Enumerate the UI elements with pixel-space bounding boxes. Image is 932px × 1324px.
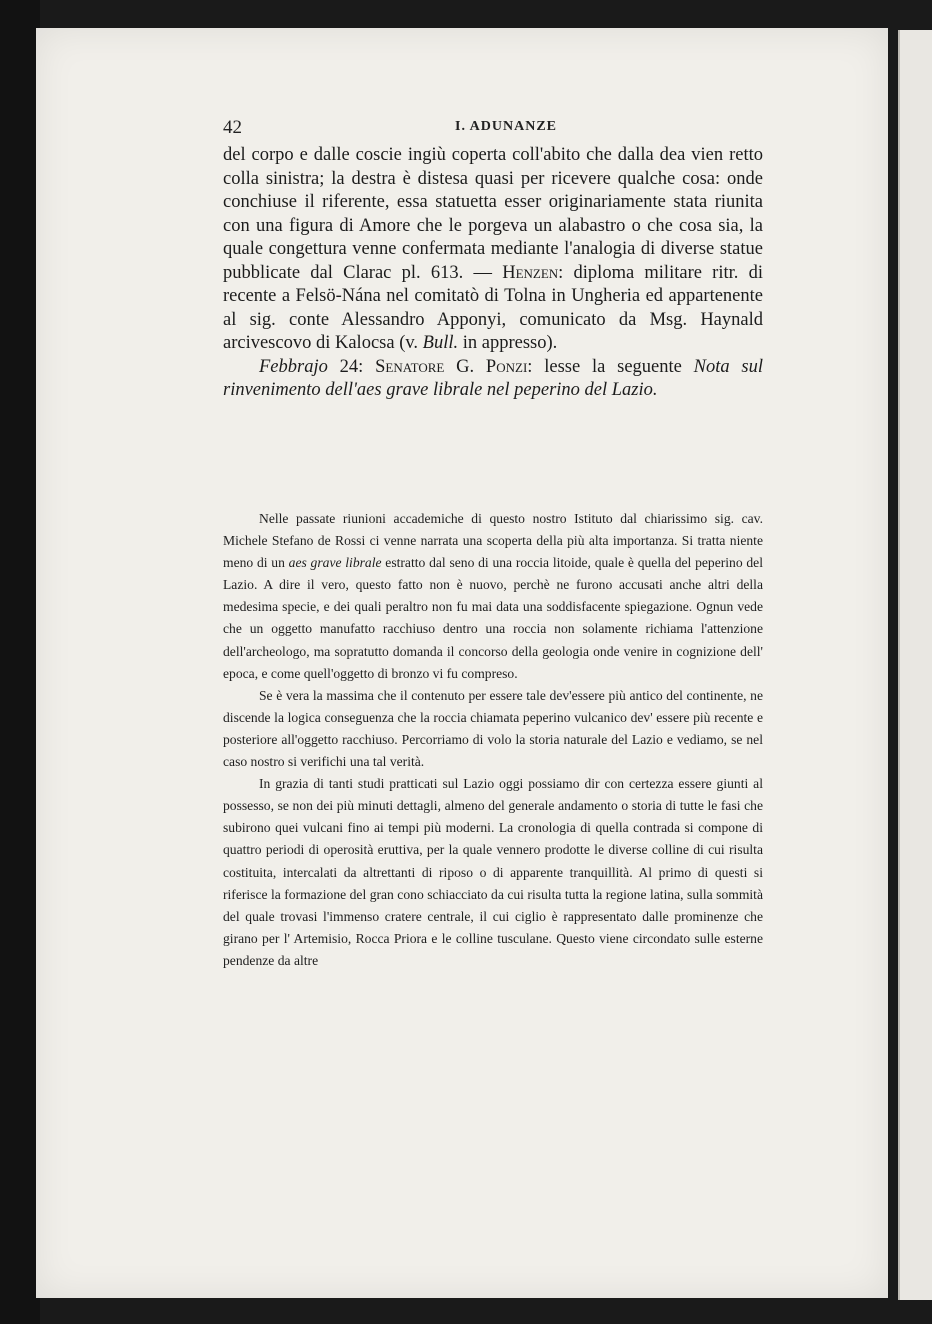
note-text [223,508,763,972]
note-paragraph-1 [223,508,763,685]
page-number: 42 [223,117,242,138]
speaker-ponzi: Senatore G. Ponzi: [375,356,533,377]
text-segment: lesse la seguente [544,356,682,377]
main-text [223,144,763,403]
note-paragraph-2: Se è vera la massima che il contenuto per essere tale dev'essere più antico del continente, ne discende la logica conseguenza che la roccia chiamata peperino vulcanico dev' essere più recente e posteriore all'oggetto racchiuso. Percorriamo di volo la storia naturale del Lazio e vediamo, se nel caso nostro si verifichi una tal verità. [223,687,763,770]
scan-background [0,0,40,1324]
bull-reference: Bull. [422,333,459,353]
text-segment: in appresso). [462,333,558,353]
aes-grave-term: aes grave librale [288,555,382,571]
page-header [223,117,763,141]
nota-title: Nota sul rinvenimento dell'aes grave librale nel peperino del Lazio. [223,356,764,400]
text-segment: estratto dal seno di una roccia litoide, quale è quella del peperino del Lazio. A dire il vero, questo fatto non è nuovo, perchè ne furono accusati anche altri della medesima specie, e dei quali peraltro non fu mai data una soddisfacente spiegazione. Ognun vede che un oggetto manufatto racchiuso dentro una roccia non solamente richiama l'attenzione dell'archeologo, ma sopratutto domanda il concorso della geologia onde venire in cognizione dell' epoca, e come quell'oggetto di bronzo vi fu compreso. [223,555,763,681]
text-segment: Nelle passate riunioni accademiche di questo nostro Istituto dal chiarissimo sig. cav. Michele Stefano de Rossi ci venne narrata una scoperta della più alta importanza. Si tratta niente meno di un [223,511,763,571]
paragraph-continuation [223,144,763,356]
session-month: Febbrajo [259,356,328,377]
paragraph-session [223,356,763,403]
running-head: I. ADUNANZE [455,119,558,134]
adjacent-page-edge [898,30,932,1300]
text-segment: del corpo e dalle coscie ingiù coperta coll'abito che dalla dea vien retto colla sinistra; la destra è distesa quasi per ricevere qualche cosa: onde conchiuse il riferente, essa statuetta esser originariamente stata riunita con una figura di Amore che le porgeva un alabastro o che cosa sia, la quale congettura venne confermata mediante l'analogia di diverse statue pubblicate dal Clarac pl. 613. — [223,145,763,283]
note-paragraph-3: In grazia di tanti studi pratticati sul Lazio oggi possiamo dir con certezza essere giunti al possesso, se non dei più minuti dettagli, almeno del generale andamento o storia di tutte le fasi che subirono quei vulcani fino ai tempi più moderni. La cronologia di quella contrada si compone di quattro periodi di operosità eruttiva, per la quale vennero prodotte le diverse colline di cui risulta costituita, intercalati da altrettanti di riposo o di apparente tranquillità. Al primo di questi si riferisce la formazione del gran cono schiacciato da cui risulta tutta la regione latina, sulla sommità del quale trovasi l'immenso cratere centrale, il cui ciglio è rappresentato dalle prominenze che girano per l' Artemisio, Rocca Priora e le colline tusculane. Questo viene circondato sulle esterne pendenze da altre [223,776,763,968]
speaker-henzen: Henzen: [502,262,564,283]
session-day: 24: [339,356,364,377]
text-segment: diploma militare ritr. di recente a Felsö-Nána nel comitatò di Tolna in Ungheria ed appartenente al sig. conte Alessandro Apponyi, comunicato da Msg. Haynald arcivescovo di Kalocsa (v. [223,262,763,353]
